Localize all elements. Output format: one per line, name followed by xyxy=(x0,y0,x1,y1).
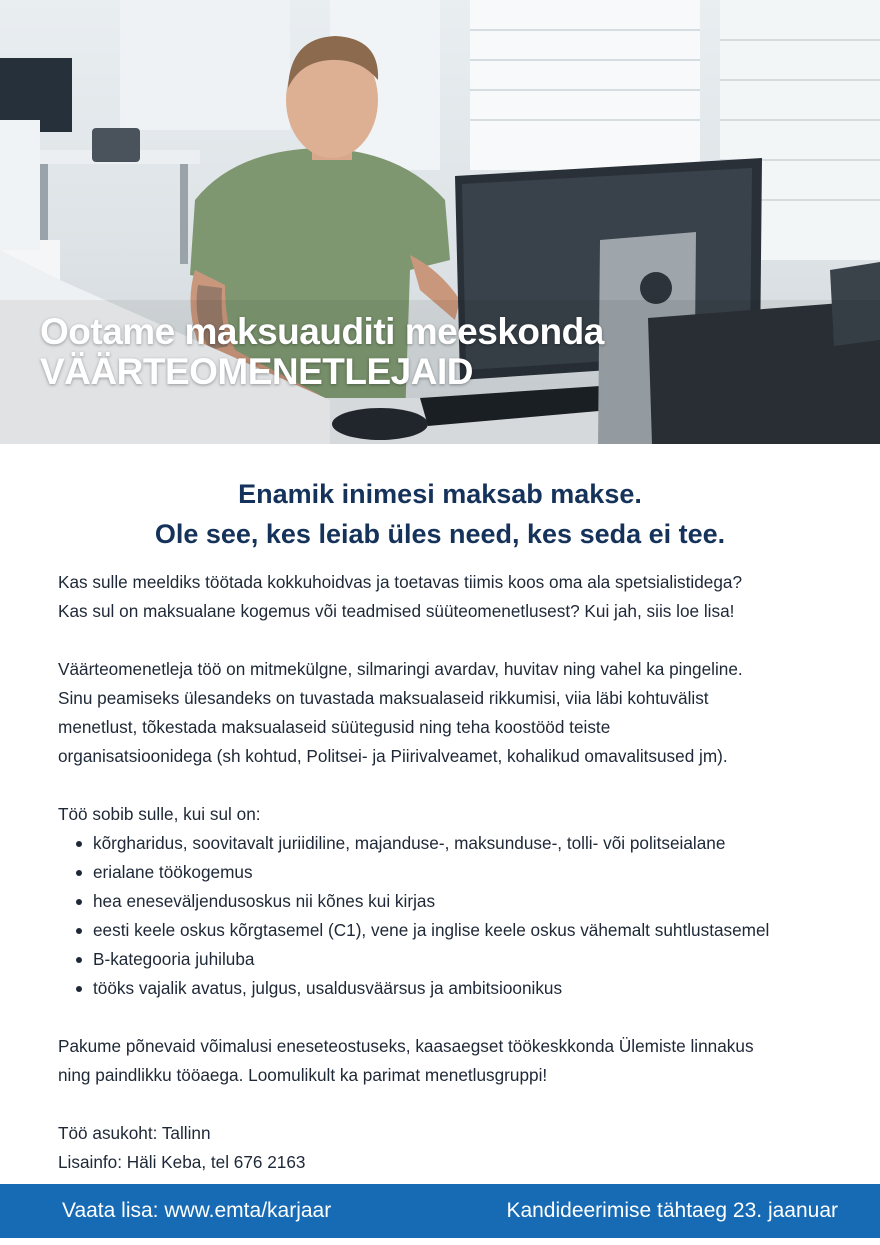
list-item xyxy=(58,858,858,887)
spacer xyxy=(58,1090,858,1119)
job-description xyxy=(58,568,858,1177)
footer-bar xyxy=(0,1184,880,1238)
list-item xyxy=(58,829,858,858)
list-item xyxy=(58,945,858,974)
role-line-1: Väärteomenetleja töö on mitmekülgne, silmaringi avardav, huvitav ning vahel ka pingeline. xyxy=(58,659,743,679)
contact-info: Lisainfo: Häli Keba, tel 676 2163 xyxy=(58,1152,306,1172)
list-item xyxy=(58,916,858,945)
bullet-icon xyxy=(76,928,82,934)
headline-line-1: Enamik inimesi maksab makse. xyxy=(238,479,642,509)
offer-line-1: Pakume põnevaid võimalusi eneseteostuseks, kaasaegset töökeskkonda Ülemiste linnakus xyxy=(58,1036,754,1056)
headline xyxy=(0,474,880,554)
headline-line-2: Ole see, kes leiab üles need, kes seda ei tee. xyxy=(154,519,726,549)
list-item-text: erialane töökogemus xyxy=(93,862,253,882)
bullet-icon xyxy=(76,870,82,876)
spacer xyxy=(58,1003,858,1032)
bullet-icon xyxy=(76,957,82,963)
list-item-text: tööks vajalik avatus, julgus, usaldusväärsus ja ambitsioonikus xyxy=(93,978,563,998)
bullet-icon xyxy=(76,841,82,847)
list-item xyxy=(58,887,858,916)
requirements-heading: Töö sobib sulle, kui sul on: xyxy=(58,804,261,824)
hero-banner xyxy=(0,0,880,444)
work-location: Töö asukoht: Tallinn xyxy=(58,1123,211,1143)
role-line-4: organisatsioonidega (sh kohtud, Politsei- ja Piirivalveamet, kohalikud omavalitsused jm). xyxy=(58,746,728,766)
more-info-link[interactable]: Vaata lisa: www.emta/karjaar xyxy=(62,1199,332,1222)
role-line-3: menetlust, tõkestada maksualaseid süütegusid ning teha koostööd teiste xyxy=(58,717,611,737)
intro-line-2: Kas sul on maksualane kogemus või teadmised süüteomenetlusest? Kui jah, siis loe lisa! xyxy=(58,601,735,621)
hero-title-line-1: Ootame maksuauditi meeskonda xyxy=(40,311,604,352)
application-deadline: Kandideerimise tähtaeg 23. jaanuar xyxy=(506,1199,838,1222)
list-item-text: B-kategooria juhiluba xyxy=(93,949,255,969)
list-item-text: eesti keele oskus kõrgtasemel (C1), vene ja inglise keele oskus vähemalt suhtlustasemel xyxy=(93,920,770,940)
role-line-2: Sinu peamiseks ülesandeks on tuvastada maksualaseid rikkumisi, viia läbi kohtuvälist xyxy=(58,688,709,708)
hero-title-line-2: VÄÄRTEOMENETLEJAID xyxy=(40,351,473,392)
spacer xyxy=(58,771,858,800)
bullet-icon xyxy=(76,899,82,905)
intro-line-1: Kas sulle meeldiks töötada kokkuhoidvas ja toetavas tiimis koos oma ala spetsialistidega? xyxy=(58,572,743,592)
offer-line-2: ning paindlikku tööaega. Loomulikult ka parimat menetlusgruppi! xyxy=(58,1065,548,1085)
list-item-text: kõrgharidus, soovitavalt juriidiline, majanduse-, maksunduse-, tolli- või politseialane xyxy=(93,833,726,853)
requirements-list xyxy=(58,829,858,1003)
list-item xyxy=(58,974,858,1003)
hero-title xyxy=(40,312,604,392)
list-item-text: hea eneseväljendusoskus nii kõnes kui kirjas xyxy=(93,891,436,911)
spacer xyxy=(58,626,858,655)
bullet-icon xyxy=(76,986,82,992)
